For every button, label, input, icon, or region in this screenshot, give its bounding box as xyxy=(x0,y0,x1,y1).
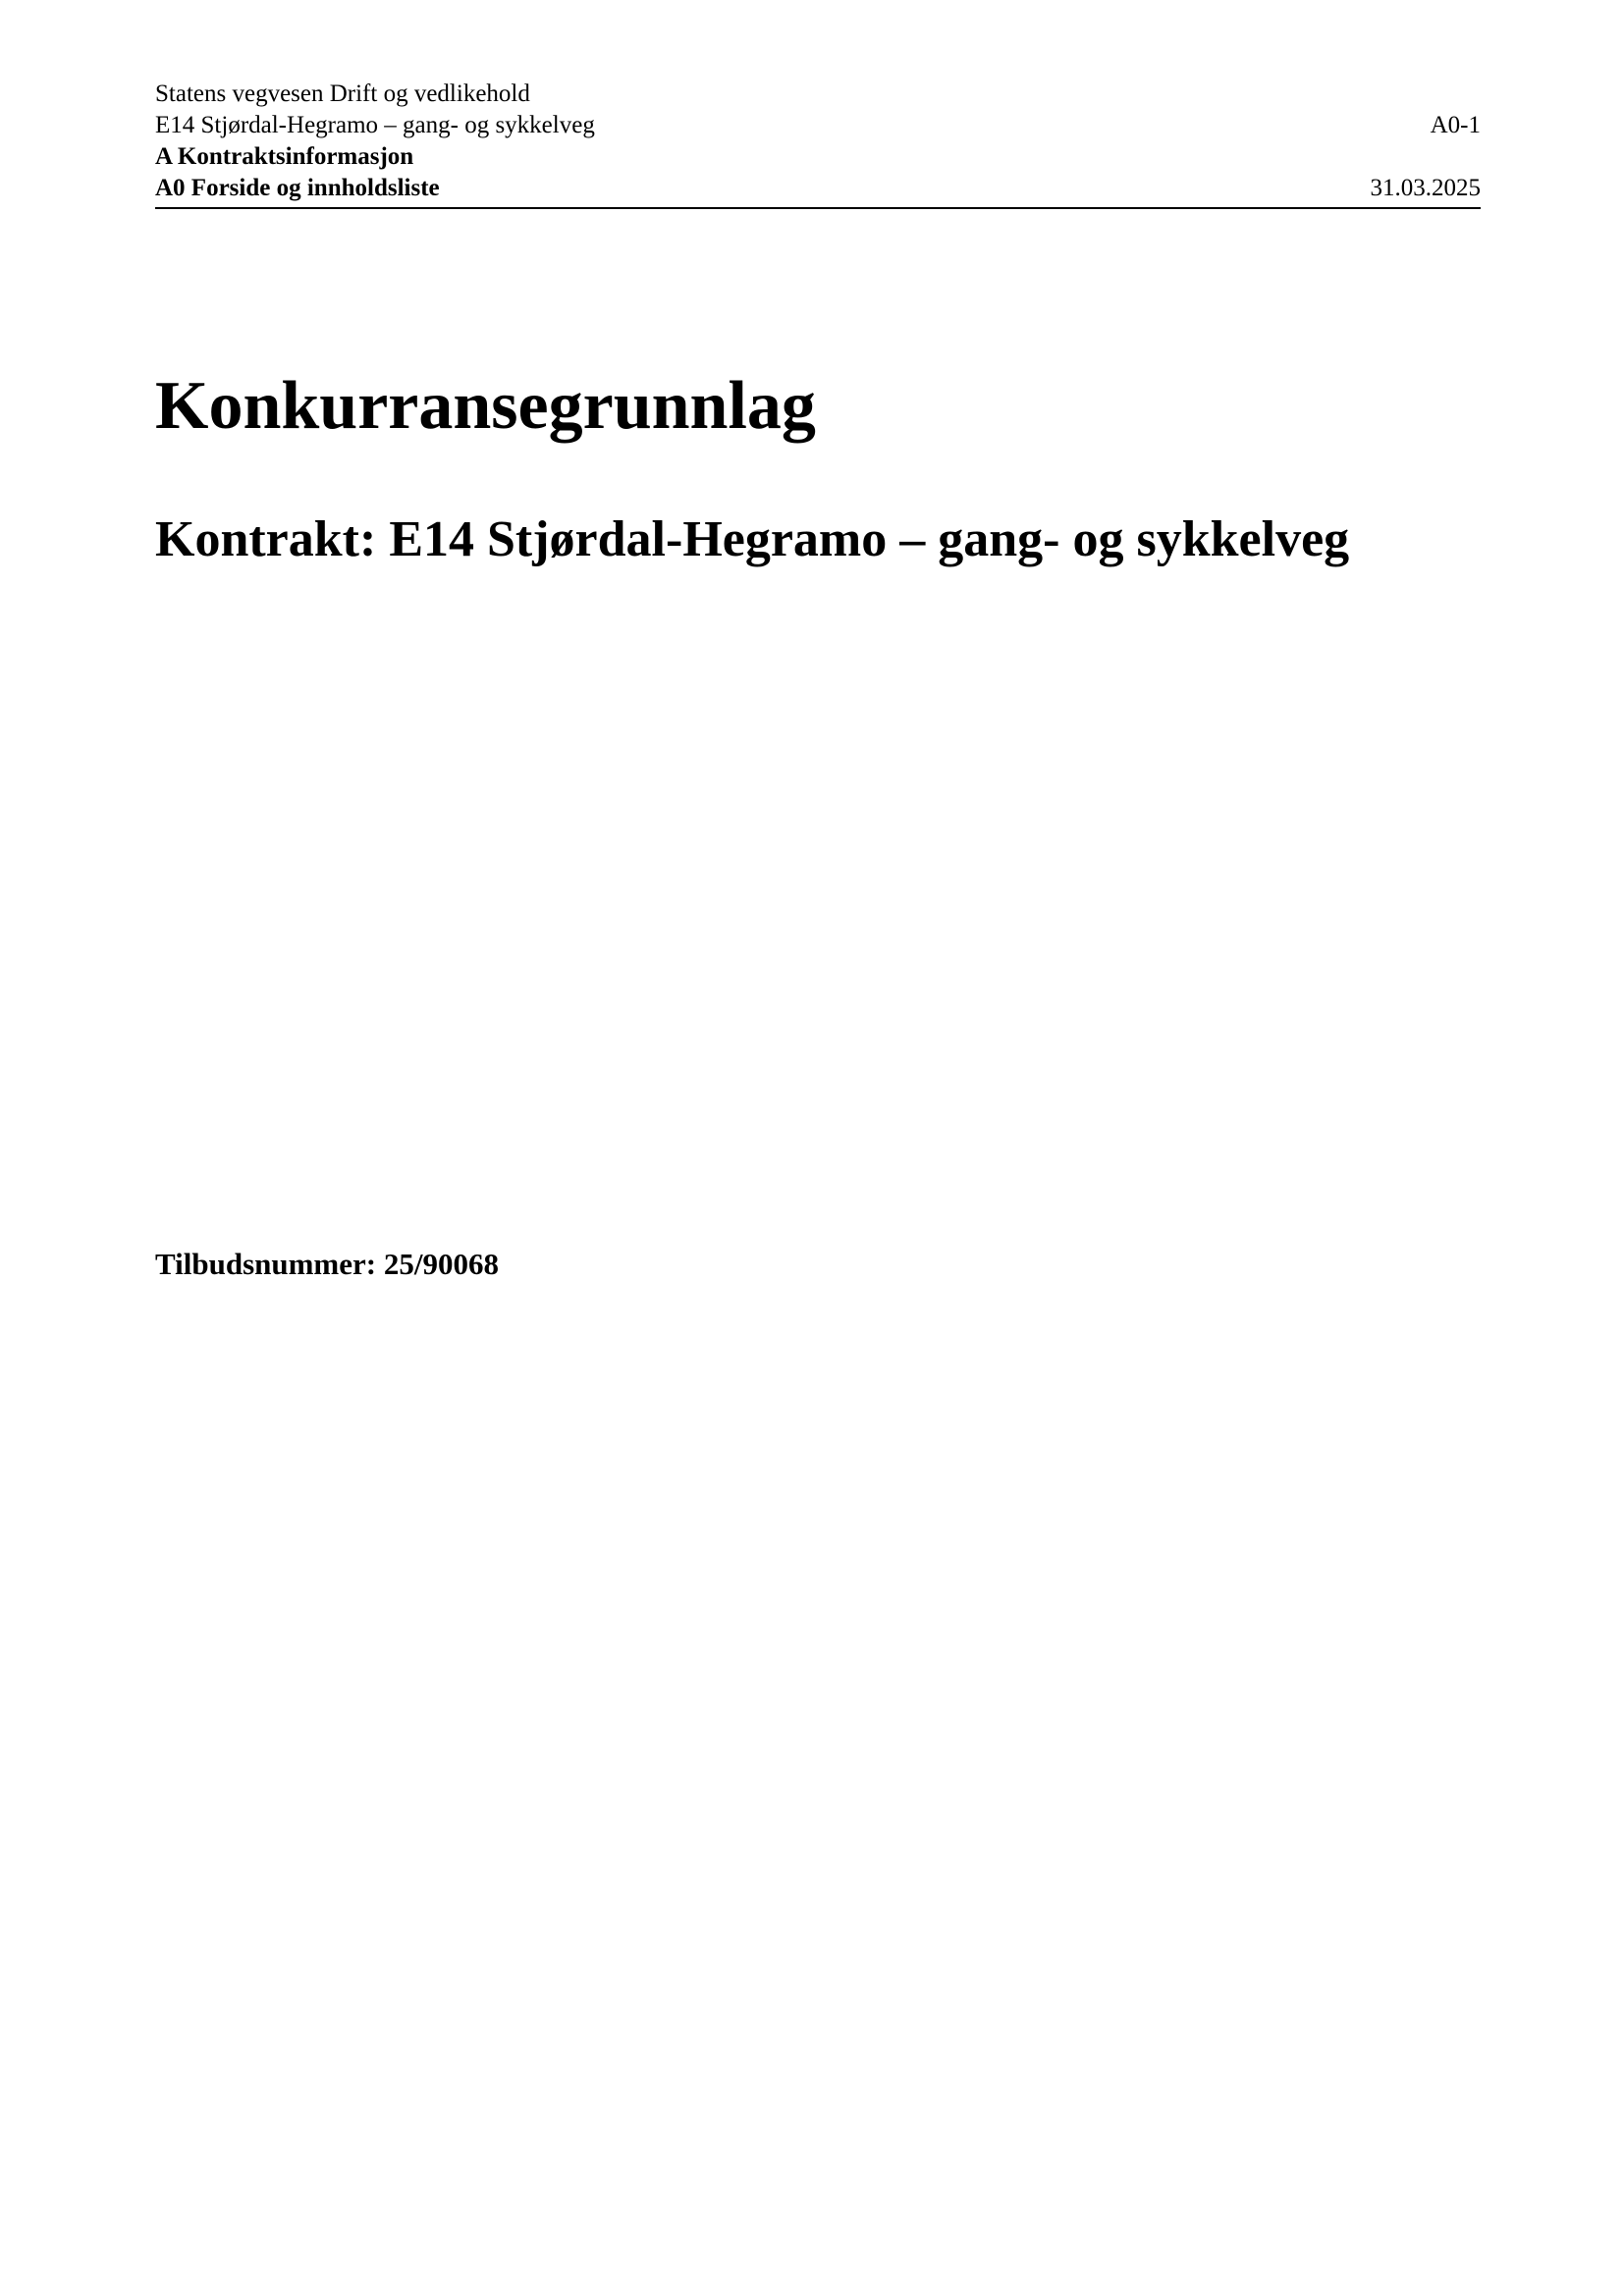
header-row-project xyxy=(155,110,1481,141)
tender-number: Tilbudsnummer: 25/90068 xyxy=(155,1247,499,1281)
header-subsection: A0 Forside og innholdsliste xyxy=(155,175,440,201)
document-title: Konkurransegrunnlag xyxy=(155,368,816,444)
header-project: E14 Stjørdal-Hegramo – gang- og sykkelveg xyxy=(155,112,595,138)
contract-title: Kontrakt: E14 Stjørdal-Hegramo – gang- og sykkelveg xyxy=(155,511,1350,567)
header-date: 31.03.2025 xyxy=(1370,175,1481,201)
header-row-section xyxy=(155,141,1481,173)
header-row-subsection xyxy=(155,173,1481,204)
page-header xyxy=(155,79,1481,209)
header-page-code: A0-1 xyxy=(1430,112,1481,138)
header-organization: Statens vegvesen Drift og vedlikehold xyxy=(155,80,530,107)
header-row-organization xyxy=(155,79,1481,110)
header-section: A Kontraktsinformasjon xyxy=(155,143,414,170)
